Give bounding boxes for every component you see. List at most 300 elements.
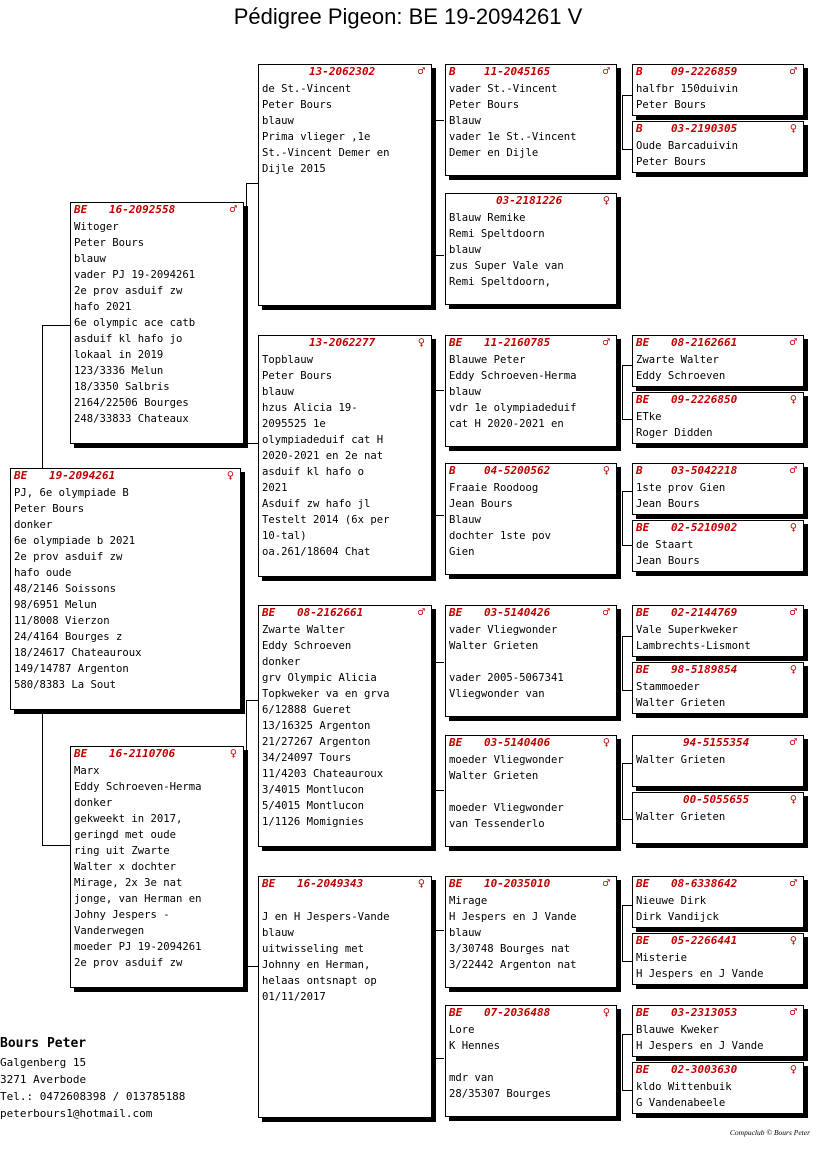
female-sex-icon: ♀ bbox=[229, 746, 237, 760]
card-line: 2e prov asduif zw bbox=[74, 285, 183, 297]
card-header bbox=[633, 122, 803, 136]
ring-number: 03-2313053 bbox=[671, 1006, 738, 1019]
country-code: BE bbox=[74, 203, 88, 216]
card-line bbox=[449, 784, 613, 800]
connector-line bbox=[622, 763, 623, 819]
pigeon-card-ffm bbox=[445, 193, 617, 305]
ring-number: 02-5210902 bbox=[671, 521, 738, 534]
card-header bbox=[633, 934, 803, 948]
connector-line bbox=[622, 636, 632, 637]
card-line: oa.261/18604 Chat bbox=[262, 546, 371, 558]
card-line: moeder Vliegwonder bbox=[449, 754, 564, 766]
connector-line bbox=[622, 419, 632, 420]
card-line: Peter Bours bbox=[262, 99, 333, 111]
ring-number: 02-2144769 bbox=[671, 606, 738, 619]
card-line: H Jespers en J Vande bbox=[636, 968, 764, 980]
ring-number: 10-2035010 bbox=[484, 877, 551, 890]
card-line: Marx bbox=[74, 765, 100, 777]
card-line: Dirk Vandijck bbox=[636, 911, 719, 923]
pigeon-card-fmm bbox=[445, 463, 617, 575]
card-body bbox=[633, 478, 803, 512]
ring-number: 98-5189854 bbox=[671, 663, 738, 676]
card-line: 1ste prov Gien bbox=[636, 482, 726, 494]
card-body bbox=[446, 891, 616, 973]
card-line: 11/4203 Chateauroux bbox=[262, 768, 384, 780]
ring-number: 13-2062277 bbox=[309, 336, 376, 349]
card-header bbox=[446, 1006, 616, 1020]
card-body bbox=[633, 79, 803, 113]
card-line: blauw bbox=[74, 253, 106, 265]
card-line: vader 1e St.-Vincent bbox=[449, 131, 577, 143]
connector-line bbox=[434, 662, 444, 663]
card-line: Eddy Schroeven bbox=[262, 640, 352, 652]
male-sex-icon: ♂ bbox=[789, 735, 797, 749]
connector-line bbox=[246, 700, 247, 966]
connector-line bbox=[434, 930, 444, 931]
card-line: Peter Bours bbox=[14, 503, 85, 515]
card-line: 6/12888 Gueret bbox=[262, 704, 352, 716]
card-line: 2021 bbox=[262, 482, 288, 494]
card-body bbox=[71, 217, 243, 427]
card-line: donker bbox=[14, 519, 53, 531]
card-line: blauw bbox=[262, 927, 294, 939]
country-code: BE bbox=[449, 1006, 463, 1019]
card-line: kldo Wittenbuik bbox=[636, 1081, 732, 1093]
card-line: 10-tal) bbox=[262, 530, 307, 542]
connector-line bbox=[434, 515, 444, 516]
card-line: 18/3350 Salbris bbox=[74, 381, 170, 393]
pigeon-card-g15 bbox=[632, 1005, 804, 1057]
card-line: Remi Speltdoorn bbox=[449, 228, 545, 240]
card-line: Walter Grieten bbox=[449, 770, 539, 782]
card-line: cat H 2020-2021 en bbox=[449, 418, 564, 430]
card-body bbox=[446, 620, 616, 702]
pigeon-card-subject bbox=[10, 468, 241, 710]
connector-line bbox=[434, 662, 435, 790]
card-header bbox=[633, 464, 803, 478]
ring-number: 09-2226850 bbox=[671, 393, 738, 406]
card-line: uitwisseling met bbox=[262, 943, 365, 955]
card-line: Peter Bours bbox=[636, 156, 707, 168]
connector-line bbox=[246, 966, 258, 967]
card-line: 11/8008 Vierzon bbox=[14, 615, 110, 627]
card-line: halfbr 150duivin bbox=[636, 83, 739, 95]
card-line: Peter Bours bbox=[262, 370, 333, 382]
country-code: B bbox=[449, 65, 456, 78]
connector-line bbox=[42, 845, 70, 846]
pigeon-card-fm bbox=[258, 335, 432, 577]
card-line: vader Vliegwonder bbox=[449, 624, 558, 636]
pigeon-card-g14 bbox=[632, 933, 804, 985]
connector-line bbox=[622, 365, 623, 419]
card-line: hafo 2021 bbox=[74, 301, 132, 313]
ring-number: 11-2045165 bbox=[484, 65, 551, 78]
pigeon-card-g16 bbox=[632, 1062, 804, 1114]
card-line: Zwarte Walter bbox=[636, 354, 719, 366]
card-line: 2e prov asduif zw bbox=[14, 551, 123, 563]
male-sex-icon: ♂ bbox=[789, 335, 797, 349]
female-sex-icon: ♀ bbox=[789, 933, 797, 947]
female-sex-icon: ♀ bbox=[789, 792, 797, 806]
card-line: Walter x dochter bbox=[74, 861, 177, 873]
country-code: B bbox=[636, 464, 643, 477]
pigeon-card-mmf bbox=[445, 876, 617, 988]
connector-line bbox=[622, 149, 632, 150]
card-line: Roger Didden bbox=[636, 427, 713, 439]
connector-line bbox=[622, 95, 632, 96]
card-line: 24/4164 Bourges z bbox=[14, 631, 123, 643]
card-header bbox=[446, 65, 616, 79]
card-line: 28/35307 Bourges bbox=[449, 1088, 552, 1100]
country-code: BE bbox=[636, 393, 650, 406]
ring-number: 03-5140406 bbox=[484, 736, 551, 749]
ring-number: 00-5055655 bbox=[683, 793, 750, 806]
connector-line bbox=[42, 325, 43, 470]
card-header bbox=[259, 606, 431, 620]
owner-name: Bours Peter bbox=[0, 1036, 87, 1051]
card-line: Misterie bbox=[636, 952, 688, 964]
card-line: Gien bbox=[449, 546, 475, 558]
card-body bbox=[633, 407, 803, 441]
card-line: moeder PJ 19-2094261 bbox=[74, 941, 202, 953]
card-line: moeder Vliegwonder bbox=[449, 802, 564, 814]
card-body bbox=[446, 1020, 616, 1102]
connector-line bbox=[622, 1034, 632, 1035]
card-line: Walter Grieten bbox=[636, 697, 726, 709]
card-line: 34/24097 Tours bbox=[262, 752, 352, 764]
card-header bbox=[11, 469, 240, 483]
female-sex-icon: ♀ bbox=[226, 468, 234, 482]
country-code: BE bbox=[636, 934, 650, 947]
card-line: Peter Bours bbox=[449, 99, 520, 111]
card-line: hafo oude bbox=[14, 567, 72, 579]
card-line: 580/8383 La Sout bbox=[14, 679, 117, 691]
card-line: vdr 1e olympiadeduif bbox=[449, 402, 577, 414]
connector-line bbox=[622, 1034, 623, 1090]
pigeon-card-mf bbox=[258, 605, 432, 847]
card-header bbox=[633, 606, 803, 620]
card-line bbox=[262, 893, 428, 909]
pigeon-card-g13 bbox=[632, 876, 804, 928]
card-line: Blauwe Peter bbox=[449, 354, 526, 366]
card-line: jonge, van Herman en bbox=[74, 893, 202, 905]
male-sex-icon: ♂ bbox=[602, 64, 610, 78]
card-header bbox=[446, 336, 616, 350]
pigeon-card-g11 bbox=[632, 735, 804, 787]
card-line: Lambrechts-Lismont bbox=[636, 640, 751, 652]
card-line bbox=[449, 654, 613, 670]
female-sex-icon: ♀ bbox=[789, 121, 797, 135]
pigeon-card-mfm bbox=[445, 735, 617, 847]
connector-line bbox=[42, 708, 43, 846]
card-line: blauw bbox=[449, 244, 481, 256]
connector-line bbox=[434, 255, 444, 256]
card-line: Peter Bours bbox=[636, 99, 707, 111]
card-line: St.-Vincent Demer en bbox=[262, 147, 390, 159]
card-line: Dijle 2015 bbox=[262, 163, 326, 175]
connector-line bbox=[246, 183, 247, 443]
card-line: Walter Grieten bbox=[636, 754, 726, 766]
country-code: BE bbox=[636, 606, 650, 619]
card-header bbox=[446, 877, 616, 891]
country-code: B bbox=[636, 65, 643, 78]
connector-line bbox=[434, 390, 435, 515]
female-sex-icon: ♀ bbox=[789, 1062, 797, 1076]
country-code: BE bbox=[449, 336, 463, 349]
card-line: H Jespers en J Vande bbox=[449, 911, 577, 923]
card-header bbox=[446, 606, 616, 620]
ring-number: 16-2092558 bbox=[109, 203, 176, 216]
female-sex-icon: ♀ bbox=[417, 876, 425, 890]
card-body bbox=[259, 891, 431, 1005]
page-title: Pédigree Pigeon: BE 19-2094261 V bbox=[233, 4, 583, 29]
country-code: B bbox=[636, 122, 643, 135]
male-sex-icon: ♂ bbox=[417, 64, 425, 78]
card-line: donker bbox=[74, 797, 113, 809]
pigeon-card-fmf bbox=[445, 335, 617, 447]
card-line: Blauw bbox=[449, 115, 481, 127]
card-body bbox=[446, 350, 616, 432]
pigeon-card-fff bbox=[445, 64, 617, 176]
ring-number: 03-5042218 bbox=[671, 464, 738, 477]
card-line: de St.-Vincent bbox=[262, 83, 352, 95]
card-line: PJ, 6e olympiade B bbox=[14, 487, 129, 499]
card-header bbox=[259, 336, 431, 350]
card-line: Remi Speltdoorn, bbox=[449, 276, 552, 288]
card-line: donker bbox=[262, 656, 301, 668]
country-code: BE bbox=[636, 336, 650, 349]
connector-line bbox=[246, 183, 258, 184]
footer-credit: Compuclub © Bours Peter bbox=[729, 1128, 810, 1137]
ring-number: 08-2162661 bbox=[297, 606, 364, 619]
female-sex-icon: ♀ bbox=[602, 735, 610, 749]
card-header bbox=[71, 203, 243, 217]
card-body bbox=[633, 535, 803, 569]
card-line: Lore bbox=[449, 1024, 475, 1036]
card-line: Vale Superkweker bbox=[636, 624, 739, 636]
card-line: Jean Bours bbox=[449, 498, 513, 510]
ring-number: 07-2036488 bbox=[484, 1006, 551, 1019]
card-line: helaas ontsnapt op bbox=[262, 975, 377, 987]
card-line: Peter Bours bbox=[74, 237, 145, 249]
card-body bbox=[446, 208, 616, 290]
card-line: Blauw bbox=[449, 514, 481, 526]
card-line: Vliegwonder van bbox=[449, 688, 545, 700]
male-sex-icon: ♂ bbox=[229, 202, 237, 216]
country-code: BE bbox=[449, 877, 463, 890]
pigeon-card-father bbox=[70, 202, 244, 444]
connector-line bbox=[622, 545, 632, 546]
card-line: H Jespers en J Vande bbox=[636, 1040, 764, 1052]
female-sex-icon: ♀ bbox=[602, 1005, 610, 1019]
card-body bbox=[11, 483, 240, 693]
card-line: 13/16325 Argenton bbox=[262, 720, 371, 732]
male-sex-icon: ♂ bbox=[602, 605, 610, 619]
card-line: vader 2005-5067341 bbox=[449, 672, 564, 684]
card-line: Walter Grieten bbox=[636, 811, 726, 823]
card-line: dochter 1ste pov bbox=[449, 530, 552, 542]
card-header bbox=[446, 464, 616, 478]
card-line: ETke bbox=[636, 411, 662, 423]
male-sex-icon: ♂ bbox=[417, 605, 425, 619]
card-body bbox=[633, 1077, 803, 1111]
male-sex-icon: ♂ bbox=[789, 64, 797, 78]
card-line: 248/33833 Chateaux bbox=[74, 413, 189, 425]
ring-number: 02-3003630 bbox=[671, 1063, 738, 1076]
ring-number: 94-5155354 bbox=[683, 736, 750, 749]
pigeon-card-mother bbox=[70, 746, 244, 988]
connector-line bbox=[622, 905, 632, 906]
connector-line bbox=[434, 390, 444, 391]
card-line: Eddy Schroeven-Herma bbox=[74, 781, 202, 793]
country-code: B bbox=[449, 464, 456, 477]
card-body bbox=[633, 620, 803, 654]
country-code: BE bbox=[636, 1006, 650, 1019]
card-header bbox=[71, 747, 243, 761]
card-body bbox=[259, 620, 431, 830]
owner-city: 3271 Averbode bbox=[0, 1073, 87, 1086]
pigeon-card-g8 bbox=[632, 520, 804, 572]
card-body bbox=[633, 891, 803, 925]
pigeon-card-g7 bbox=[632, 463, 804, 515]
connector-line bbox=[622, 905, 623, 961]
card-line: 5/4015 Montlucon bbox=[262, 800, 365, 812]
card-header bbox=[633, 1006, 803, 1020]
pigeon-card-g12 bbox=[632, 792, 804, 844]
pigeon-card-g6 bbox=[632, 392, 804, 444]
card-header bbox=[633, 521, 803, 535]
card-line: Zwarte Walter bbox=[262, 624, 345, 636]
card-header bbox=[633, 877, 803, 891]
card-line: grv Olympic Alicia bbox=[262, 672, 377, 684]
card-line: lokaal in 2019 bbox=[74, 349, 164, 361]
card-body bbox=[633, 136, 803, 170]
ring-number: 11-2160785 bbox=[484, 336, 551, 349]
card-line: 21/27267 Argenton bbox=[262, 736, 371, 748]
card-line: Fraaie Roodoog bbox=[449, 482, 539, 494]
card-header bbox=[633, 65, 803, 79]
card-line: Stammoeder bbox=[636, 681, 700, 693]
card-line: Demer en Dijle bbox=[449, 147, 539, 159]
ring-number: 03-5140426 bbox=[484, 606, 551, 619]
ring-number: 04-5200562 bbox=[484, 464, 551, 477]
connector-line bbox=[622, 491, 632, 492]
card-body bbox=[446, 750, 616, 832]
connector-line bbox=[434, 120, 444, 121]
country-code: BE bbox=[636, 877, 650, 890]
card-body bbox=[633, 750, 803, 768]
card-body bbox=[259, 79, 431, 177]
male-sex-icon: ♂ bbox=[789, 463, 797, 477]
country-code: BE bbox=[636, 663, 650, 676]
card-line: Mirage bbox=[449, 895, 488, 907]
pigeon-card-mff bbox=[445, 605, 617, 717]
card-body bbox=[71, 761, 243, 971]
connector-line bbox=[622, 491, 623, 545]
card-line: Nieuwe Dirk bbox=[636, 895, 707, 907]
card-line: Witoger bbox=[74, 221, 119, 233]
card-line: 1/1126 Momignies bbox=[262, 816, 365, 828]
card-line: Eddy Schroeven-Herma bbox=[449, 370, 577, 382]
female-sex-icon: ♀ bbox=[789, 392, 797, 406]
connector-line bbox=[434, 790, 444, 791]
pigeon-card-g5 bbox=[632, 335, 804, 387]
female-sex-icon: ♀ bbox=[602, 193, 610, 207]
female-sex-icon: ♀ bbox=[602, 463, 610, 477]
card-line: K Hennes bbox=[449, 1040, 501, 1052]
connector-line bbox=[622, 95, 623, 149]
ring-number: 03-2181226 bbox=[496, 194, 563, 207]
pigeon-card-ff bbox=[258, 64, 432, 306]
connector-line bbox=[246, 700, 258, 701]
card-line: Oude Barcaduivin bbox=[636, 140, 739, 152]
pigeon-card-mmm bbox=[445, 1005, 617, 1117]
pigeon-card-mm bbox=[258, 876, 432, 1118]
card-line: 123/3336 Melun bbox=[74, 365, 164, 377]
ring-number: 09-2226859 bbox=[671, 65, 738, 78]
card-line: van Tessenderlo bbox=[449, 818, 545, 830]
card-header bbox=[633, 1063, 803, 1077]
card-body bbox=[446, 79, 616, 161]
pigeon-card-g2 bbox=[632, 121, 804, 173]
card-line: Topblauw bbox=[262, 354, 314, 366]
male-sex-icon: ♂ bbox=[789, 1005, 797, 1019]
card-line: Asduif zw hafo jl bbox=[262, 498, 371, 510]
card-header bbox=[446, 194, 616, 208]
ring-number: 05-2266441 bbox=[671, 934, 738, 947]
ring-number: 13-2062302 bbox=[309, 65, 376, 78]
card-header bbox=[633, 336, 803, 350]
card-line: Testelt 2014 (6x per bbox=[262, 514, 390, 526]
card-body bbox=[446, 478, 616, 560]
owner-block bbox=[0, 1034, 185, 1122]
card-line: asduif kl hafo o bbox=[262, 466, 365, 478]
card-line: Blauw Remike bbox=[449, 212, 526, 224]
connector-line bbox=[622, 365, 632, 366]
country-code: BE bbox=[262, 606, 276, 619]
connector-line bbox=[434, 120, 435, 255]
ring-number: 16-2110706 bbox=[109, 747, 176, 760]
connector-line bbox=[622, 636, 623, 690]
card-line: 149/14787 Argenton bbox=[14, 663, 129, 675]
card-line: 01/11/2017 bbox=[262, 991, 326, 1003]
female-sex-icon: ♀ bbox=[789, 520, 797, 534]
ring-number: 03-2190305 bbox=[671, 122, 738, 135]
ring-number: 08-2162661 bbox=[671, 336, 738, 349]
card-line: zus Super Vale van bbox=[449, 260, 564, 272]
card-line: G Vandenabeele bbox=[636, 1097, 726, 1109]
male-sex-icon: ♂ bbox=[602, 876, 610, 890]
card-line: Walter Grieten bbox=[449, 640, 539, 652]
card-line: de Staart bbox=[636, 539, 694, 551]
card-line: J en H Jespers-Vande bbox=[262, 911, 390, 923]
owner-street: Galgenberg 15 bbox=[0, 1056, 87, 1069]
card-line: geringd met oude bbox=[74, 829, 177, 841]
country-code: BE bbox=[449, 736, 463, 749]
card-line: hzus Alicia 19- bbox=[262, 402, 358, 414]
country-code: BE bbox=[14, 469, 28, 482]
connector-line bbox=[622, 961, 632, 962]
card-line: ring uit Zwarte bbox=[74, 845, 170, 857]
card-line: Jean Bours bbox=[636, 555, 700, 567]
card-header bbox=[633, 793, 803, 807]
country-code: BE bbox=[449, 606, 463, 619]
card-line: blauw bbox=[449, 386, 481, 398]
connector-line bbox=[622, 1090, 632, 1091]
card-line: blauw bbox=[262, 386, 294, 398]
card-line: 18/24617 Chateauroux bbox=[14, 647, 142, 659]
card-line: gekweekt in 2017, bbox=[74, 813, 183, 825]
